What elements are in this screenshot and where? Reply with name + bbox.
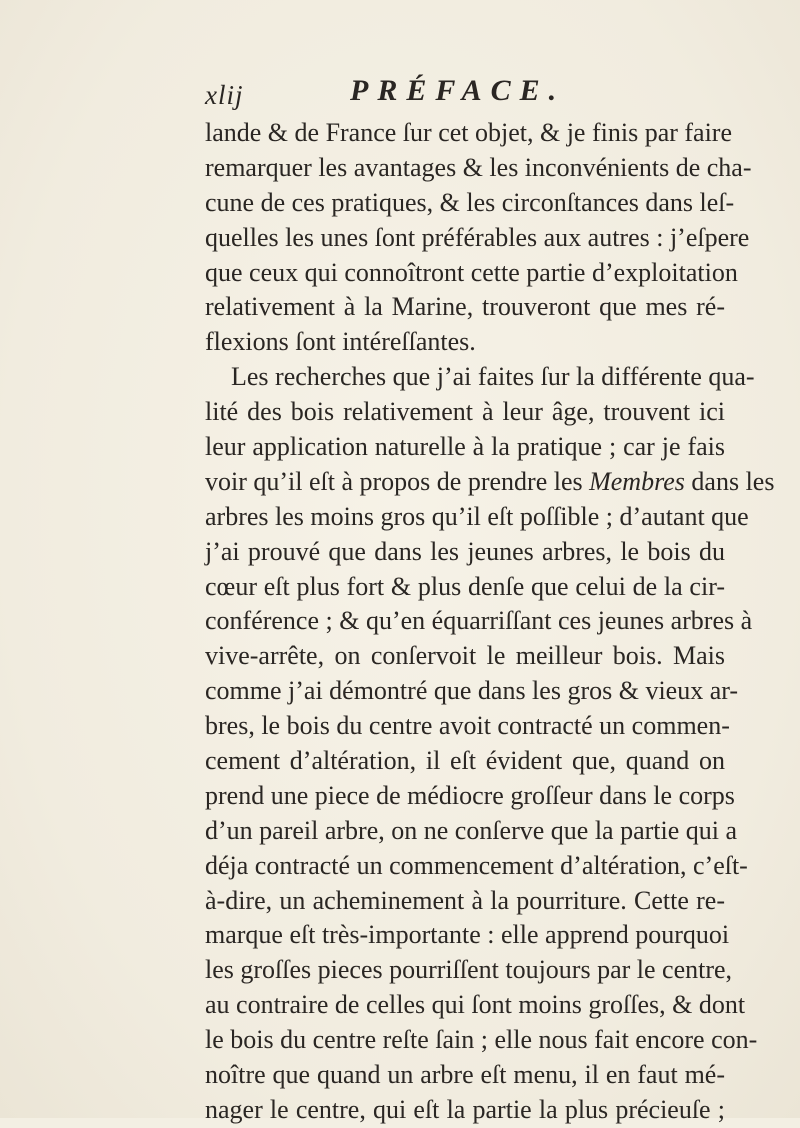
text-line — [205, 325, 725, 360]
line-text: marque eſt très-importante : elle apprend pourquoi — [205, 920, 730, 950]
line-text: nager le centre, qui eſt la partie la plus précieuſe ; — [205, 1094, 725, 1124]
text-line — [205, 256, 738, 291]
text-line — [205, 918, 730, 953]
line-text: le bois du centre reſte ſain ; elle nous fait encore con- — [205, 1025, 758, 1055]
italic-term: Membres — [589, 466, 685, 496]
text-line — [205, 186, 735, 221]
line-text: leur application naturelle à la pratique ; car je fais — [205, 432, 725, 462]
line-text: remarquer les avantages & les inconvénients de cha- — [205, 152, 752, 182]
text-line — [205, 395, 725, 430]
text-line — [205, 1023, 758, 1058]
line-text: d’un pareil arbre, on ne conſerve que la partie qui a — [205, 815, 738, 845]
line-text: bres, le bois du centre avoit contracté un commen- — [205, 711, 730, 741]
line-text: cune de ces pratiques, & les circonſtances dans leſ- — [205, 187, 735, 217]
text-line — [205, 570, 725, 605]
line-text: dans les — [684, 466, 775, 496]
text-line — [205, 953, 733, 988]
line-text: lande & de France ſur cet objet, & je finis par faire — [205, 118, 733, 147]
line-text: que ceux qui connoîtront cette partie d’exploitation — [205, 257, 738, 287]
body-text — [205, 116, 775, 1128]
line-text: conférence ; & qu’en équarriſſant ces jeunes arbres à — [205, 606, 753, 636]
line-text: lité des bois relativement à leur âge, trouvent ici — [205, 397, 725, 427]
text-line — [205, 639, 725, 674]
text-line — [205, 814, 738, 849]
text-line — [205, 151, 752, 186]
line-text: déja contracté un commencement d’altération, c’eſt- — [205, 850, 748, 880]
page-number: xlij — [205, 80, 244, 110]
line-text: au contraire de celles qui ſont moins groſſes, & dont — [205, 990, 746, 1020]
line-text: à-dire, un acheminement à la pourriture. Cette re- — [205, 885, 725, 915]
page-header — [205, 74, 725, 114]
line-text: comme j’ai démontré que dans les gros & vieux ar- — [205, 676, 739, 706]
line-text: quelles les unes ſont préférables aux autres : j’eſpere — [205, 222, 750, 252]
text-line — [205, 430, 725, 465]
text-line — [205, 709, 730, 744]
text-line — [205, 779, 735, 814]
line-text: Les recherches que j’ai faites ſur la différente qua- — [231, 362, 755, 392]
text-line — [205, 221, 750, 256]
line-text: j’ai prouvé que dans les jeunes arbres, le bois du — [205, 536, 725, 566]
line-text: les groſſes pieces pourriſſent toujours par le centre, — [205, 955, 733, 985]
line-text: prend une piece de médiocre groſſeur dans le corps — [205, 780, 735, 810]
line-text: voir qu’il eſt à propos de prendre les — [205, 466, 590, 496]
line-text: vive-arrête, on conſervoit le meilleur bois. Mais — [205, 641, 725, 671]
text-line — [205, 500, 749, 535]
text-line — [205, 988, 746, 1023]
line-text: cœur eſt plus fort & plus denſe que celui de la cir- — [205, 571, 725, 601]
text-line — [205, 116, 733, 151]
text-line — [205, 535, 725, 570]
text-line — [205, 674, 739, 709]
text-line — [205, 1058, 725, 1093]
running-title: PRÉFACE. — [350, 74, 566, 107]
text-line — [205, 849, 748, 884]
text-line — [205, 360, 755, 395]
text-line — [205, 1093, 725, 1128]
line-text: flexions ſont intéreſſantes. — [205, 327, 476, 357]
text-line — [205, 604, 753, 639]
line-text: arbres les moins gros qu’il eſt poſſible ; d’autant que — [205, 501, 749, 531]
line-text: relativement à la Marine, trouveront que mes ré- — [205, 292, 725, 322]
line-text: noître que quand un arbre eſt menu, il en faut mé- — [205, 1060, 725, 1090]
text-line — [205, 884, 725, 919]
text-line — [205, 290, 725, 325]
text-line — [205, 465, 775, 500]
line-text: cement d’altération, il eſt évident que, quand on — [205, 746, 725, 776]
text-line — [205, 744, 725, 779]
